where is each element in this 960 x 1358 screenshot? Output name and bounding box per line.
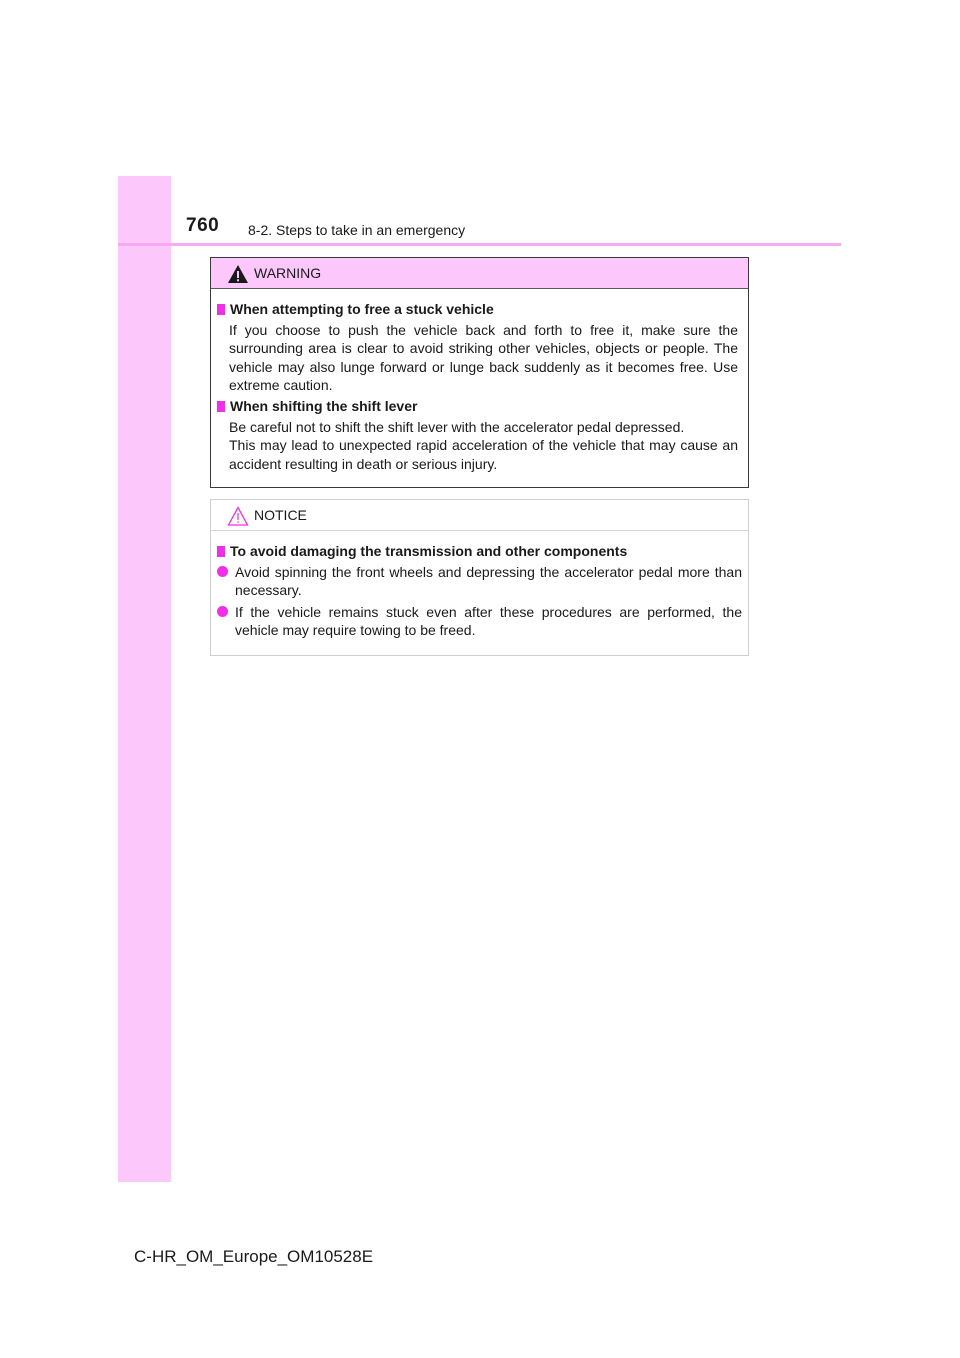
warning-box [210,257,749,488]
warning-label: WARNING [254,265,322,281]
square-bullet-icon [217,401,225,412]
square-bullet-icon [217,546,225,557]
side-tab-band [118,176,171,1182]
section-title: 8-2. Steps to take in an emergency [248,222,466,238]
warning-text-line: This may lead to unexpected rapid acceleration of the vehicle that may cause an accident resulting in death or serious injury. [229,437,738,472]
warning-item-text: If you choose to push the vehicle back and forth to free it, make sure the surrounding area is clear to avoid striking other vehicles, objects or people. The vehicle may also lunge forward or lunge back suddenly as it becomes free. Use extreme caution. [229,322,738,393]
page-number: 760 [186,215,220,236]
document-code: C-HR_OM_Europe_OM10528E [134,1247,374,1266]
notice-bullet: If the vehicle remains stuck even after these procedures are performed, the vehicle may require towing to be freed. [217,603,742,640]
header-rule [118,243,841,246]
notice-triangle-icon [227,506,249,526]
warning-item-title: When shifting the shift lever [217,398,417,414]
notice-bullet: Avoid spinning the front wheels and depressing the accelerator pedal more than necessary. [217,563,742,600]
square-bullet-icon [217,304,225,315]
warning-item-text [229,418,738,473]
notice-header [211,500,748,531]
warning-text-line: Be careful not to shift the shift lever with the accelerator pedal depressed. [229,419,685,435]
warning-triangle-icon [227,264,249,284]
notice-item-title: To avoid damaging the transmission and other components [217,543,627,559]
circle-bullet-icon [217,566,228,577]
warning-item-title: When attempting to free a stuck vehicle [217,301,494,317]
notice-label: NOTICE [254,507,307,523]
warning-header [211,258,748,289]
circle-bullet-icon [217,606,228,617]
notice-box [210,499,749,656]
